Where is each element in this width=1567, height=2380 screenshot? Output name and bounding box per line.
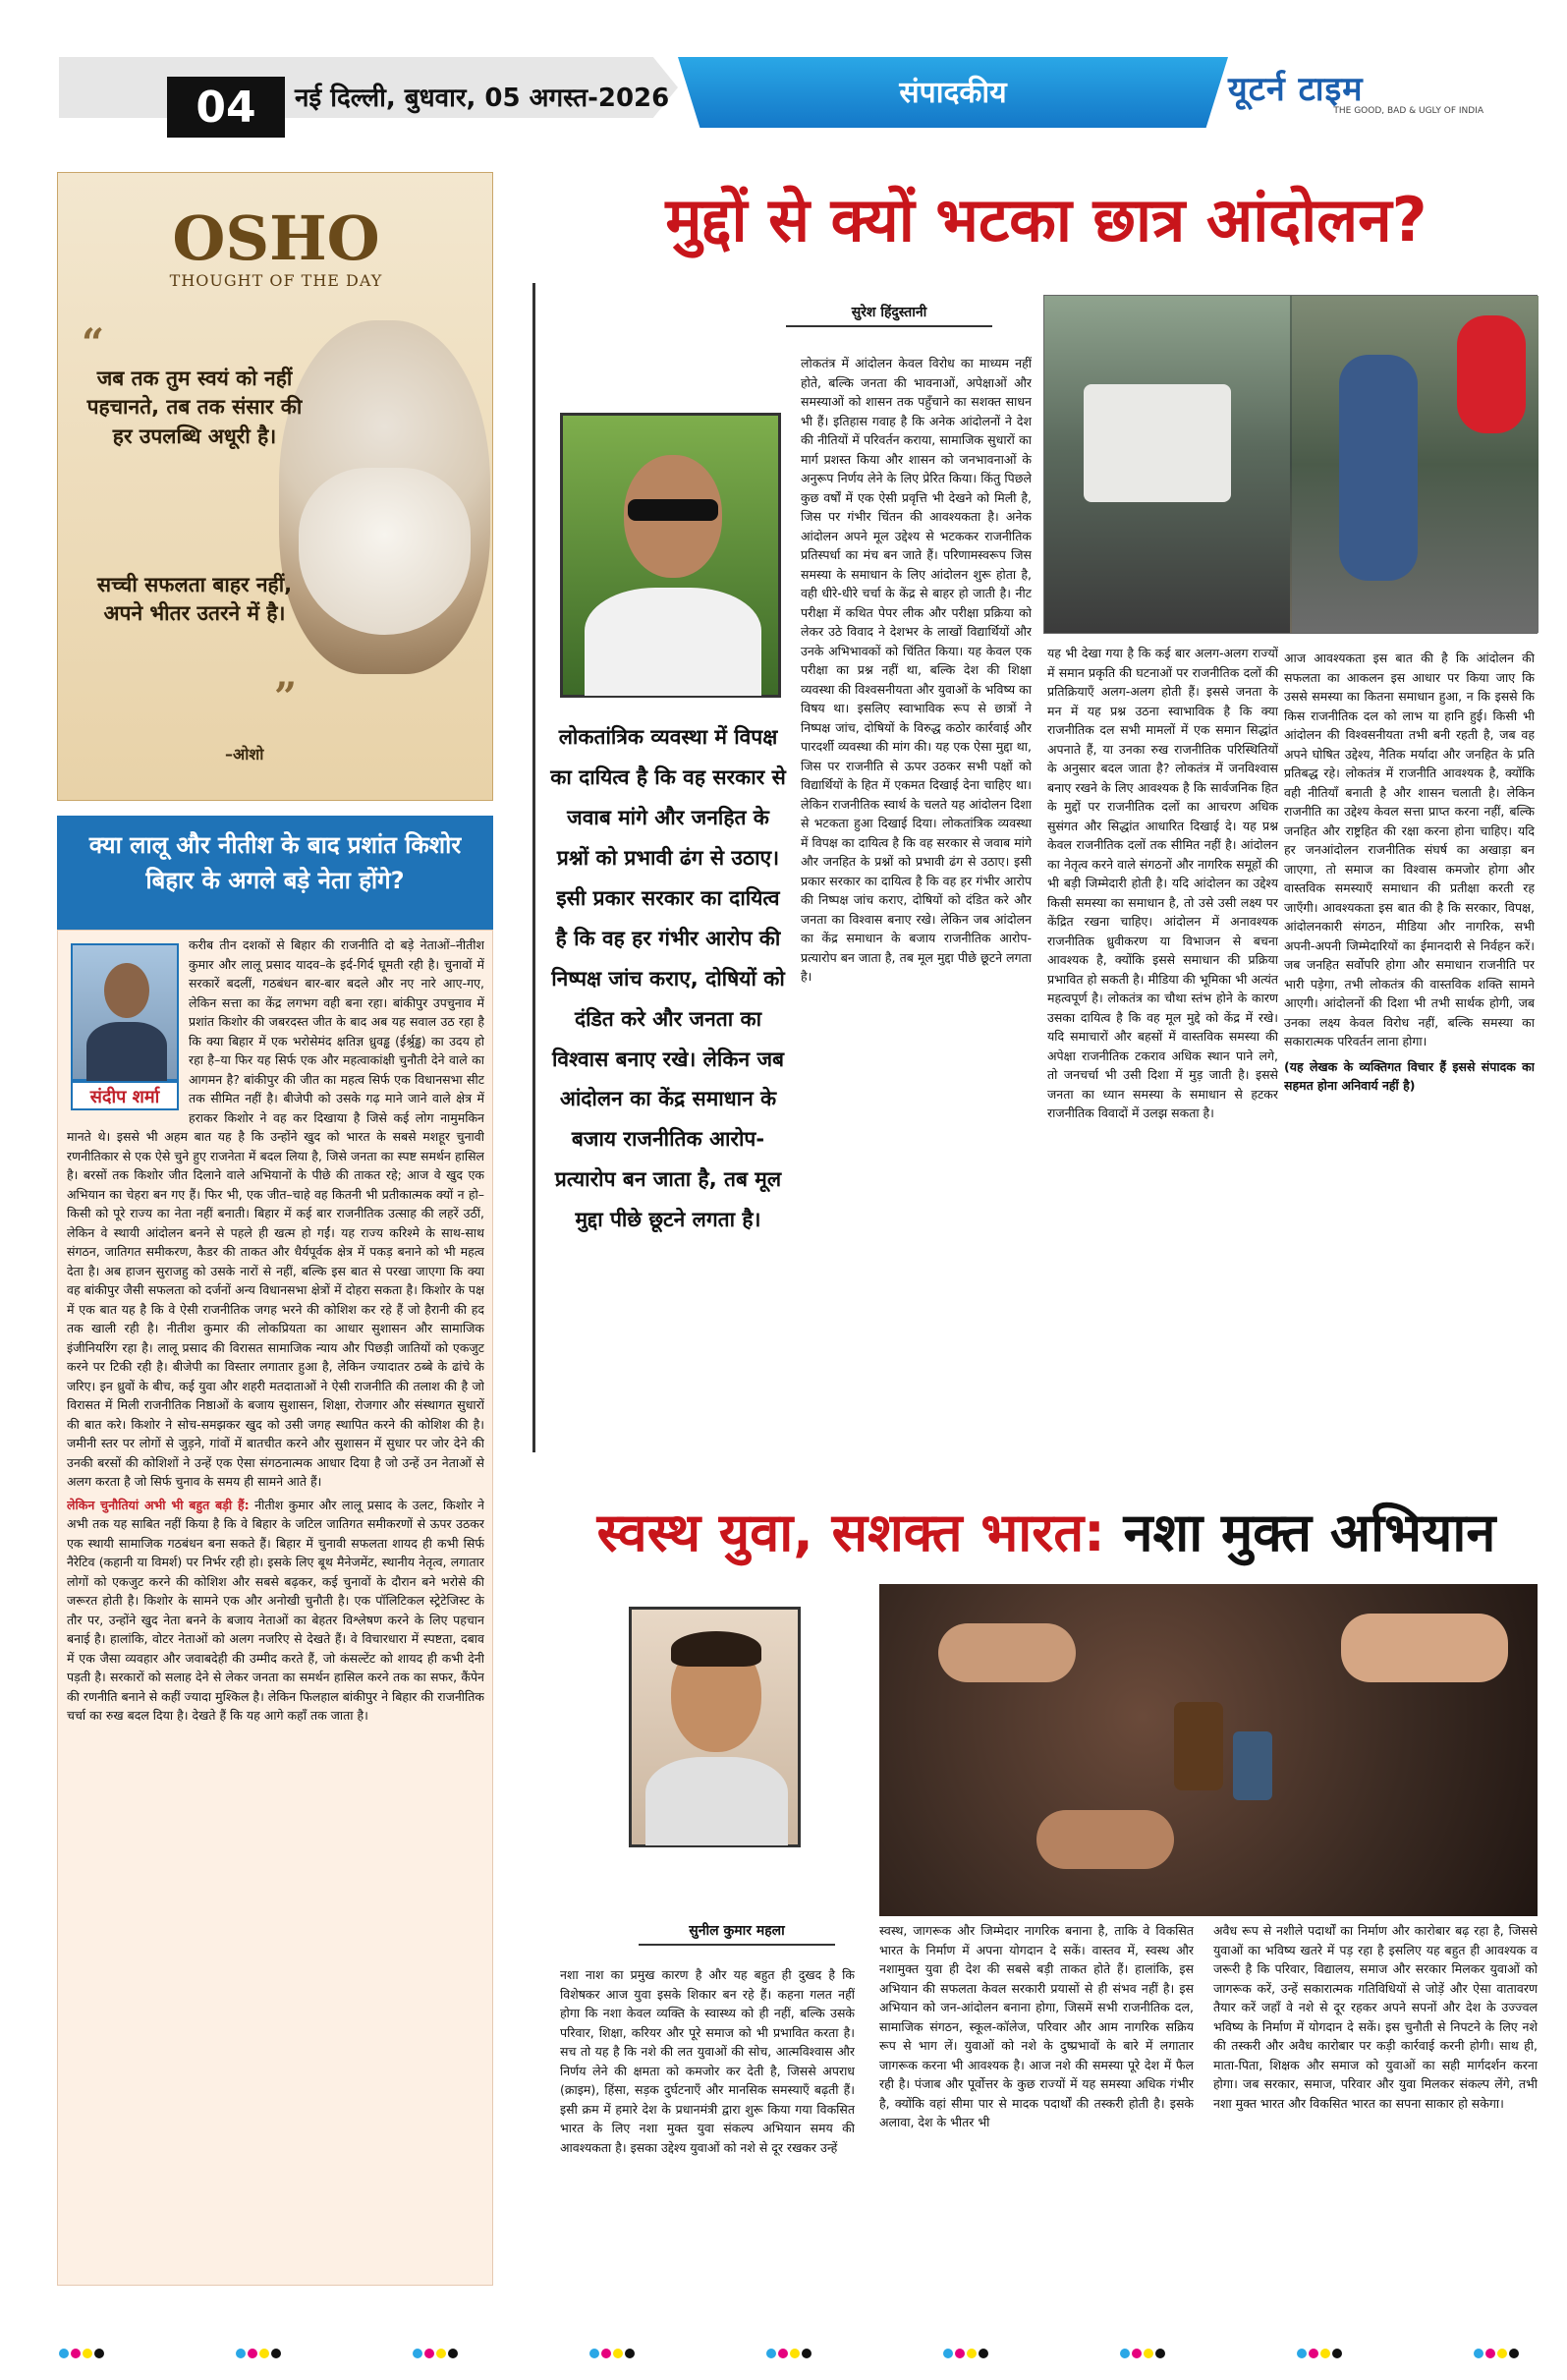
print-registration-marks — [59, 2349, 104, 2358]
close-quote-icon: ” — [274, 674, 298, 720]
editorial-byline: सुरेश हिंदुस्तानी — [786, 303, 992, 327]
print-registration-marks — [1297, 2349, 1342, 2358]
editorial-col-3: आज आवश्यकता इस बात की है कि आंदोलन की सफलता का आकलन इस आधार पर किया जाए कि उससे समस्या का कितना समाधान हुआ, न कि इससे कि किस राजनीतिक दल को लाभ या हानि हुई। किसी भी आंदोलन की विश्वसनीयता तभी बनी रहती है, जब वह अपने घोषित उद्देश्य, नैतिक मर्यादा और जनहित के प्रति प्रतिबद्ध रहे। लोकतंत्र में राजनीति आवश्यक है, क्योंकि वही नीतियाँ बनाती है और शासन चलाती है। लेकिन राजनीति का उद्देश्य केवल सत्ता प्राप्त करना नहीं, बल्कि जनहित और राष्ट्रहित की रक्षा करना होना चाहिए। यदि हर जनआंदोलन राजनीतिक संघर्ष का अखाड़ा बन जाएगा, तो समाज का विश्वास कमजोर होगा और वास्तविक समस्याएँ समाधान की प्रतीक्षा करती रह जाएँगी। आवश्यकता इस बात की है कि सरकार, विपक्ष, आंदोलनकारी संगठन, मीडिया और नागरिक, सभी अपनी-अपनी जिम्मेदारियों का ईमानदारी से निर्वहन करें। जब जनहित सर्वोपरि होगा और समाधान राजनीति पर भारी पड़ेगा, तभी लोकतंत्र की वास्तविक शक्ति सामने आएगी। आंदोलनों की दिशा भी तभी सार्थक होगी, जब उनका लक्ष्य केवल विरोध नहीं, बल्कि समस्या का सकारात्मक परिवर्तन लाना होगा। — [1284, 651, 1535, 1048]
lalu-headline: क्या लालू और नीतीश के बाद प्रशांत किशोर बिहार के अगले बड़े नेता होंगे? — [57, 816, 493, 930]
print-registration-marks — [1120, 2349, 1165, 2358]
editorial-disclaimer: (यह लेखक के व्यक्तिगत विचार हैं इससे संपादक का सहमत होना अनिवार्य नहीं है) — [1284, 1058, 1535, 1093]
author-photo-suresh — [560, 413, 781, 698]
drug-headline-black: नशा मुक्त अभियान — [1104, 1502, 1496, 1563]
editorial-headline: मुद्दों से क्यों भटका छात्र आंदोलन? — [665, 184, 1427, 255]
osho-thought-box — [57, 172, 493, 801]
lalu-para-2 — [67, 1496, 484, 1726]
page-number: 04 — [167, 77, 285, 138]
editorial-col-1: लोकतंत्र में आंदोलन केवल विरोध का माध्यम नहीं होते, बल्कि जनता की भावनाओं, अपेक्षाओं और समस्याओं को शासन तक पहुँचाने का सशक्त साधन भी हैं। इतिहास गवाह है कि अनेक आंदोलनों ने देश की नीतियों में परिवर्तन कराया, सामाजिक सुधारों का मार्ग प्रशस्त किया और शासन को जनभावनाओं के अनुरूप निर्णय लेने के लिए प्रेरित किया। किंतु पिछले कुछ वर्षों में एक ऐसी प्रवृत्ति भी देखने को मिली है, जिस पर गंभीर चिंतन की आवश्यकता है। अनेक आंदोलन अपने मूल उद्देश्य से भटककर राजनीतिक प्रतिस्पर्धा का मंच बन जाते हैं। परिणामस्वरूप जिस समस्या के समाधान के लिए आंदोलन शुरू होता है, वही धीरे-धीरे चर्चा के केंद्र से बाहर हो जाती है। नीट परीक्षा में कथित पेपर लीक और परीक्षा प्रक्रिया को लेकर उठे विवाद ने देशभर के लाखों विद्यार्थियों और उनके अभिभावकों को चिंतित किया। यह केवल एक परीक्षा का प्रश्न नहीं था, बल्कि देश की शिक्षा व्यवस्था की विश्वसनीयता और युवाओं के भविष्य का विषय था। इसलिए स्वाभाविक रूप से छात्रों ने निष्पक्ष जांच, दोषियों के विरुद्ध कठोर कार्रवाई और पारदर्शी व्यवस्था की मांग की। यह एक ऐसा मुद्दा था, जिस पर राजनीति से ऊपर उठकर सभी पक्षों को विद्यार्थियों के हित में एकमत दिखाई देना चाहिए था। लेकिन राजनीतिक स्वार्थ के चलते यह आंदोलन दिशा से भटकता हुआ दिखाई दिया। लोकतांत्रिक व्यवस्था में विपक्ष का दायित्व है कि वह सरकार से जवाब मांगे और जनहित के प्रश्नों को प्रभावी ढंग से उठाए। इसी प्रकार सरकार का दायित्व है कि वह हर गंभीर आरोप की निष्पक्ष जांच कराए, दोषियों को दंडित करे और जनता का विश्वास बनाए रखे। लेकिन जब आंदोलन का केंद्र समाधान के बजाय राजनीतिक आरोप-प्रत्यारोप बन जाता है, तब मूल मुद्दा पीछे छूटने लगता है। — [801, 356, 1032, 984]
osho-portrait-beard — [299, 468, 471, 635]
masthead-logo — [1228, 65, 1483, 124]
author-photo-sunil — [629, 1607, 801, 1847]
drug-abuse-photo — [879, 1584, 1538, 1916]
protest-photo — [1043, 295, 1538, 634]
osho-quote-2: सच्ची सफलता बाहर नहीं, अपने भीतर उतरने में है। — [96, 573, 293, 626]
print-registration-marks — [589, 2349, 635, 2358]
osho-subtitle: THOUGHT OF THE DAY — [169, 271, 383, 290]
logo-tagline: THE GOOD, BAD & UGLY OF INDIA — [1333, 106, 1483, 116]
dateline: नई दिल्ली, बुधवार, 05 अगस्त-2026 — [295, 84, 670, 113]
lalu-para-1: करीब तीन दशकों से बिहार की राजनीति दो बड़े नेताओं–नीतीश कुमार और लालू प्रसाद यादव–के इर्द-गिर्द घूमती रही है। चुनावों में सरकारें बदलीं, गठबंधन बार-बार बदले और नए नारे आए-गए, लेकिन सत्ता का केंद्र लगभग वही बना रहा। बांकीपुर उपचुनाव में प्रशांत किशोर की जबरदस्त जीत के बाद अब यह सवाल उठ रहा है कि क्या बिहार में एक भरोसेमंद क्षतिज्ञ ध्रुवड्ढ (ईर्श्र्रड्ढ) का उदय हो रहा है–या फिर यह सिर्फ एक और महत्वाकांक्षी चुनौती देने वाले का आगमन है? बांकीपुर की जीत का महत्व सिर्फ एक विधानसभा सीट तक सीमित नहीं है। बीजेपी को उसके गढ़ माने जाने वाले क्षेत्र में हराकर किशोर ने वह कर दिखाया है जिसे कई लोग नामुमकिन मानते थे। इससे भी अहम बात यह है कि उन्होंने खुद को भारत के सबसे मशहूर चुनावी रणनीतिकार से एक ऐसे चुने हुए राजनेता में बदल लिया है, जिसे जनता का स्पष्ट समर्थन हासिल है। बरसों तक किशोर जीत दिलाने वाले अभियानों के पीछे की ताकत रहे; आज वे खुद एक अभियान का चेहरा बन गए हैं। फिर भी, एक जीत–चाहे वह कितनी भी प्रतीकात्मक क्यों न हो–किसी को पूरे राज्य का नेता नहीं बनाती। बिहार में कई बार राजनीतिक उत्साह की लहरें उठीं, लेकिन वे स्थायी आंदोलन बनने से पहले ही खत्म हो गईं। यह राज्य करिश्मे के साथ-साथ संगठन, जातिगत समीकरण, कैडर की ताकत और धैर्यपूर्वक क्षेत्र में पकड़ बनाने को भी महत्व देता है। अब हाजन सुराजहु को उसके नारों से नहीं, बल्कि इस बात से परखा जाएगा कि क्या वह बांकीपुर जैसी सफलता को दर्जनों अन्य विधानसभा क्षेत्रों में दोहरा सकता है। किशोर के पक्ष में एक बात यह है कि वे ऐसी राजनीतिक जगह भरने की कोशिश कर रहे हैं जो हैरानी की हद तक खाली रही है। नीतीश कुमार की लोकप्रियता का आधार सुशासन और सामाजिक इंजीनियरिंग रहा है। लालू प्रसाद की विरासत सामाजिक न्याय और पिछड़ी जातियों को एकजुट करने पर टिकी रही है। बीजेपी का विस्तार लगातार हुआ है, लेकिन ज्यादातर ठब्बे के ढांचे के जरिए। इन ध्रुवों के बीच, कई युवा और शहरी मतदाताओं ने ऐसी राजनीति की तलाश की है जो विरासत में मिली राजनीतिक निष्ठाओं के बजाय सुशासन, शिक्षा, रोजगार और संस्थागत सुधारों की बात करे। किशोर ने सोच-समझकर खुद को उसी जगह स्थापित करने की कोशिश की है। जमीनी स्तर पर लोगों से जुड़ने, गांवों में बातचीत करने और सुशासन में सुधार पर जोर देने की उनकी बरसों की कोशिशों ने उन्हें एक ऐसा संगठनात्मक आधार दिया है जो उन्हें उन नेताओं से अलग करता है जो सिर्फ चुनाव के समय ही सामने आते हैं। — [67, 937, 484, 1489]
print-registration-marks — [236, 2349, 281, 2358]
osho-quote-1: जब तक तुम स्वयं को नहीं पहचानते, तब तक संसार की हर उपलब्धि अधूरी है। — [86, 367, 303, 448]
editorial-pull-quote: लोकतांत्रिक व्यवस्था में विपक्ष का दायित्व है कि वह सरकार से जवाब मांगे और जनहित के प्रश्नों को प्रभावी ढंग से उठाए। इसी प्रकार सरकार का दायित्व है कि वह हर गंभीर आरोप की निष्पक्ष जांच कराए, दोषियों को दंडित करे और जनता का विश्वास बनाए रखे। लेकिन जब आंदोलन का केंद्र समाधान के बजाय राजनीतिक आरोप-प्रत्यारोप बन जाता है, तब मूल मुद्दा पीछे छूटने लगता है। — [550, 725, 786, 1232]
photo-spacer — [67, 935, 189, 1122]
lalu-article-text — [67, 935, 484, 2282]
drug-col-2: स्वस्थ, जागरूक और जिम्मेदार नागरिक बनाना है, ताकि वे विकसित भारत के निर्माण में अपना योगदान दे सकें। वास्तव में, स्वस्थ और नशामुक्त युवा ही देश की सबसे बड़ी ताकत होते हैं। हालांकि, इस अभियान की सफलता केवल सरकारी प्रयासों से ही संभव नहीं है। इस अभियान को जन-आंदोलन बनाना होगा, जिसमें सभी राजनीतिक दल, सामाजिक संगठन, स्कूल-कॉलेज, परिवार और आम नागरिक सक्रिय रूप से भाग लें। युवाओं को नशे के दुष्प्रभावों के बारे में लगातार जागरूक करना भी आवश्यक है। आज नशे की समस्या पूरे देश में फैल रही है। पंजाब और पूर्वोत्तर के कुछ राज्यों में यह समस्या अधिक गंभीर है, क्योंकि वहां सीमा पार से मादक पदार्थों की तस्करी होती है। इसके अलावा, देश के भीतर भी — [879, 1923, 1194, 2129]
editorial-col-3-wrap — [1284, 649, 1535, 1484]
drug-article-headline — [550, 1494, 1542, 1566]
osho-title: OSHO — [172, 202, 380, 274]
lalu-para-2-lead: लेकिन चुनौतियां अभी भी बहुत बड़ी हैं: — [67, 1497, 250, 1512]
open-quote-icon: “ — [82, 320, 105, 367]
print-registration-marks — [766, 2349, 811, 2358]
drug-article-byline: सुनील कुमार महला — [639, 1921, 835, 1946]
print-registration-marks — [1474, 2349, 1519, 2358]
print-registration-marks — [413, 2349, 458, 2358]
column-divider — [532, 283, 535, 1452]
editorial-col-2: यह भी देखा गया है कि कई बार अलग-अलग राज्यों में समान प्रकृति की घटनाओं पर राजनीतिक दलों की प्रतिक्रियाएँ अलग-अलग होती हैं। इससे जनता के मन में यह प्रश्न उठना स्वाभाविक है कि क्या राजनीतिक दल सभी मामलों में एक समान सिद्धांत अपनाते हैं, या उनका रुख राजनीतिक परिस्थितियों के अनुसार बदल जाता है? लोकतंत्र में जनविश्वास बनाए रखने के लिए आवश्यक है कि सार्वजनिक हित के मुद्दों पर राजनीतिक दलों का आचरण अधिक सुसंगत और सिद्धांत आधारित दिखाई दे। यह प्रश्न केवल राजनीतिक दलों तक सीमित नहीं है। आंदोलन का नेतृत्व करने वाले संगठनों और नागरिक समूहों की भी बड़ी जिम्मेदारी होती है। यदि आंदोलन का उद्देश्य किसी समस्या का समाधान है, तो उसे उसी लक्ष्य पर केंद्रित रखना चाहिए। आंदोलन में अनावश्यक राजनीतिक ध्रुवीकरण या विभाजन से बचना आवश्यक है, क्योंकि इससे समाधान की प्रक्रिया प्रभावित हो सकती है। मीडिया की भूमिका भी अत्यंत महत्वपूर्ण है। लोकतंत्र का चौथा स्तंभ होने के कारण उसका दायित्व है कि वह मूल मुद्दे को केंद्र में रखे। यदि समाचारों और बहसों में वास्तविक समस्या की अपेक्षा राजनीतिक टकराव अधिक स्थान पाने लगे, तो जनचर्चा भी उसी दिशा में मुड़ जाती है। इससे जनता का ध्यान समस्या के समाधान से हटकर राजनीतिक विवादों में उलझ सकता है। — [1047, 646, 1278, 1120]
author-name-sandeep: संदीप शर्मा — [71, 1081, 179, 1110]
lalu-para-2-body: नीतीश कुमार और लालू प्रसाद के उलट, किशोर ने अभी तक यह साबित नहीं किया है कि वे बिहार के जटिल जातिगत समीकरणों से ऊपर उठकर एक स्थायी सामाजिक गठबंधन बना सकते हैं। बिहार में चुनावी सफलता शायद ही कभी सिर्फ नैरेटिव (कहानी या विमर्श) पर निर्भर रही हो। इसके लिए बूथ मैनेजमेंट, स्थानीय नेतृत्व, लगातार लोगों को एकजुट करने की कोशिश और सबसे बढ़कर, कई चुनावों के दौरान बने भरोसे की जरूरत होती है। किशोर के सामने एक और अनोखी चुनौती है। एक पॉलिटिकल स्ट्रेटेजिस्ट के तौर पर, उन्होंने खुद नेता बनने के बजाय नेताओं का बेहतर विश्लेषण करने के लिए पहचान बनाई है। हालांकि, वोटर नेताओं को अलग नजरिए से देखते हैं। वे विचारधारा में स्पष्टता, दबाव में एक जैसा व्यवहार और जवाबदेही की उम्मीद करते हैं, जो कंसल्टेंट को शायद ही कभी देनी पड़ती है। सरकारों को सलाह देने से लेकर जनता का समर्थन हासिल करने तक का सफर, कैंपेन की रणनीति बनाने से कहीं ज्यादा मुश्किल है। लेकिन फिलहाल बांकीपुर ने बिहार की राजनीतिक चर्चा का रुख बदल दिया है। देखते हैं कि यह आगे कहाँ तक जाता है। — [67, 1497, 484, 1723]
section-title: संपादकीय — [899, 76, 1007, 110]
osho-signature: –ओशो — [225, 745, 264, 764]
logo-text: यूटर्न टाइम — [1228, 70, 1364, 109]
drug-col-1: नशा नाश का प्रमुख कारण है और यह बहुत ही दुखद है कि विशेषकर आज युवा इसके शिकार बन रहे हैं। कहना गलत नहीं होगा कि नशा केवल व्यक्ति के स्वास्थ्य को ही नहीं, बल्कि उसके परिवार, शिक्षा, करियर और पूरे समाज को भी प्रभावित करता है। सच तो यह है कि नशे की लत युवाओं की सोच, आत्मविश्वास और निर्णय लेने की क्षमता को कमजोर कर देती है, जिससे अपराध (क्राइम), हिंसा, सड़क दुर्घटनाएँ और मानसिक समस्याएँ बढ़ती हैं। इसी क्रम में हमारे देश के प्रधानमंत्री द्वारा शुरू किया गया विकसित भारत के लिए नशा मुक्त युवा संकल्प अभियान समय की आवश्यकता है। इसका उद्देश्य युवाओं को नशे से दूर रखकर उन्हें — [560, 1967, 855, 2155]
print-registration-marks — [943, 2349, 988, 2358]
drug-headline-red: स्वस्थ युवा, सशक्त भारत: — [596, 1502, 1105, 1563]
drug-col-3: अवैध रूप से नशीले पदार्थों का निर्माण और कारोबार बढ़ रहा है, जिससे युवाओं का भविष्य खतरे में पड़ रहा है इसलिए यह बहुत ही आवश्यक व जरूरी है कि परिवार, विद्यालय, समाज और सरकार मिलकर युवाओं को जागरूक करें, उन्हें सकारात्मक गतिविधियों से जोड़ें और ऐसा वातावरण तैयार करें जहाँ वे नशे से दूर रहकर अपने सपनों और देश के उज्ज्वल भविष्य के निर्माण में योगदान दे सकें। इस चुनौती से निपटने के लिए नशे की तस्करी और अवैध कारोबार पर कड़ी कार्रवाई करनी होगी। साथ ही, माता-पिता, शिक्षक और समाज को युवाओं का सही मार्गदर्शन करना होगा। जब सरकार, समाज, परिवार और युवा मिलकर संकल्प लेंगे, तभी नशा मुक्त भारत और विकसित भारत का सपना साकार हो सकेगा। — [1213, 1923, 1538, 2111]
